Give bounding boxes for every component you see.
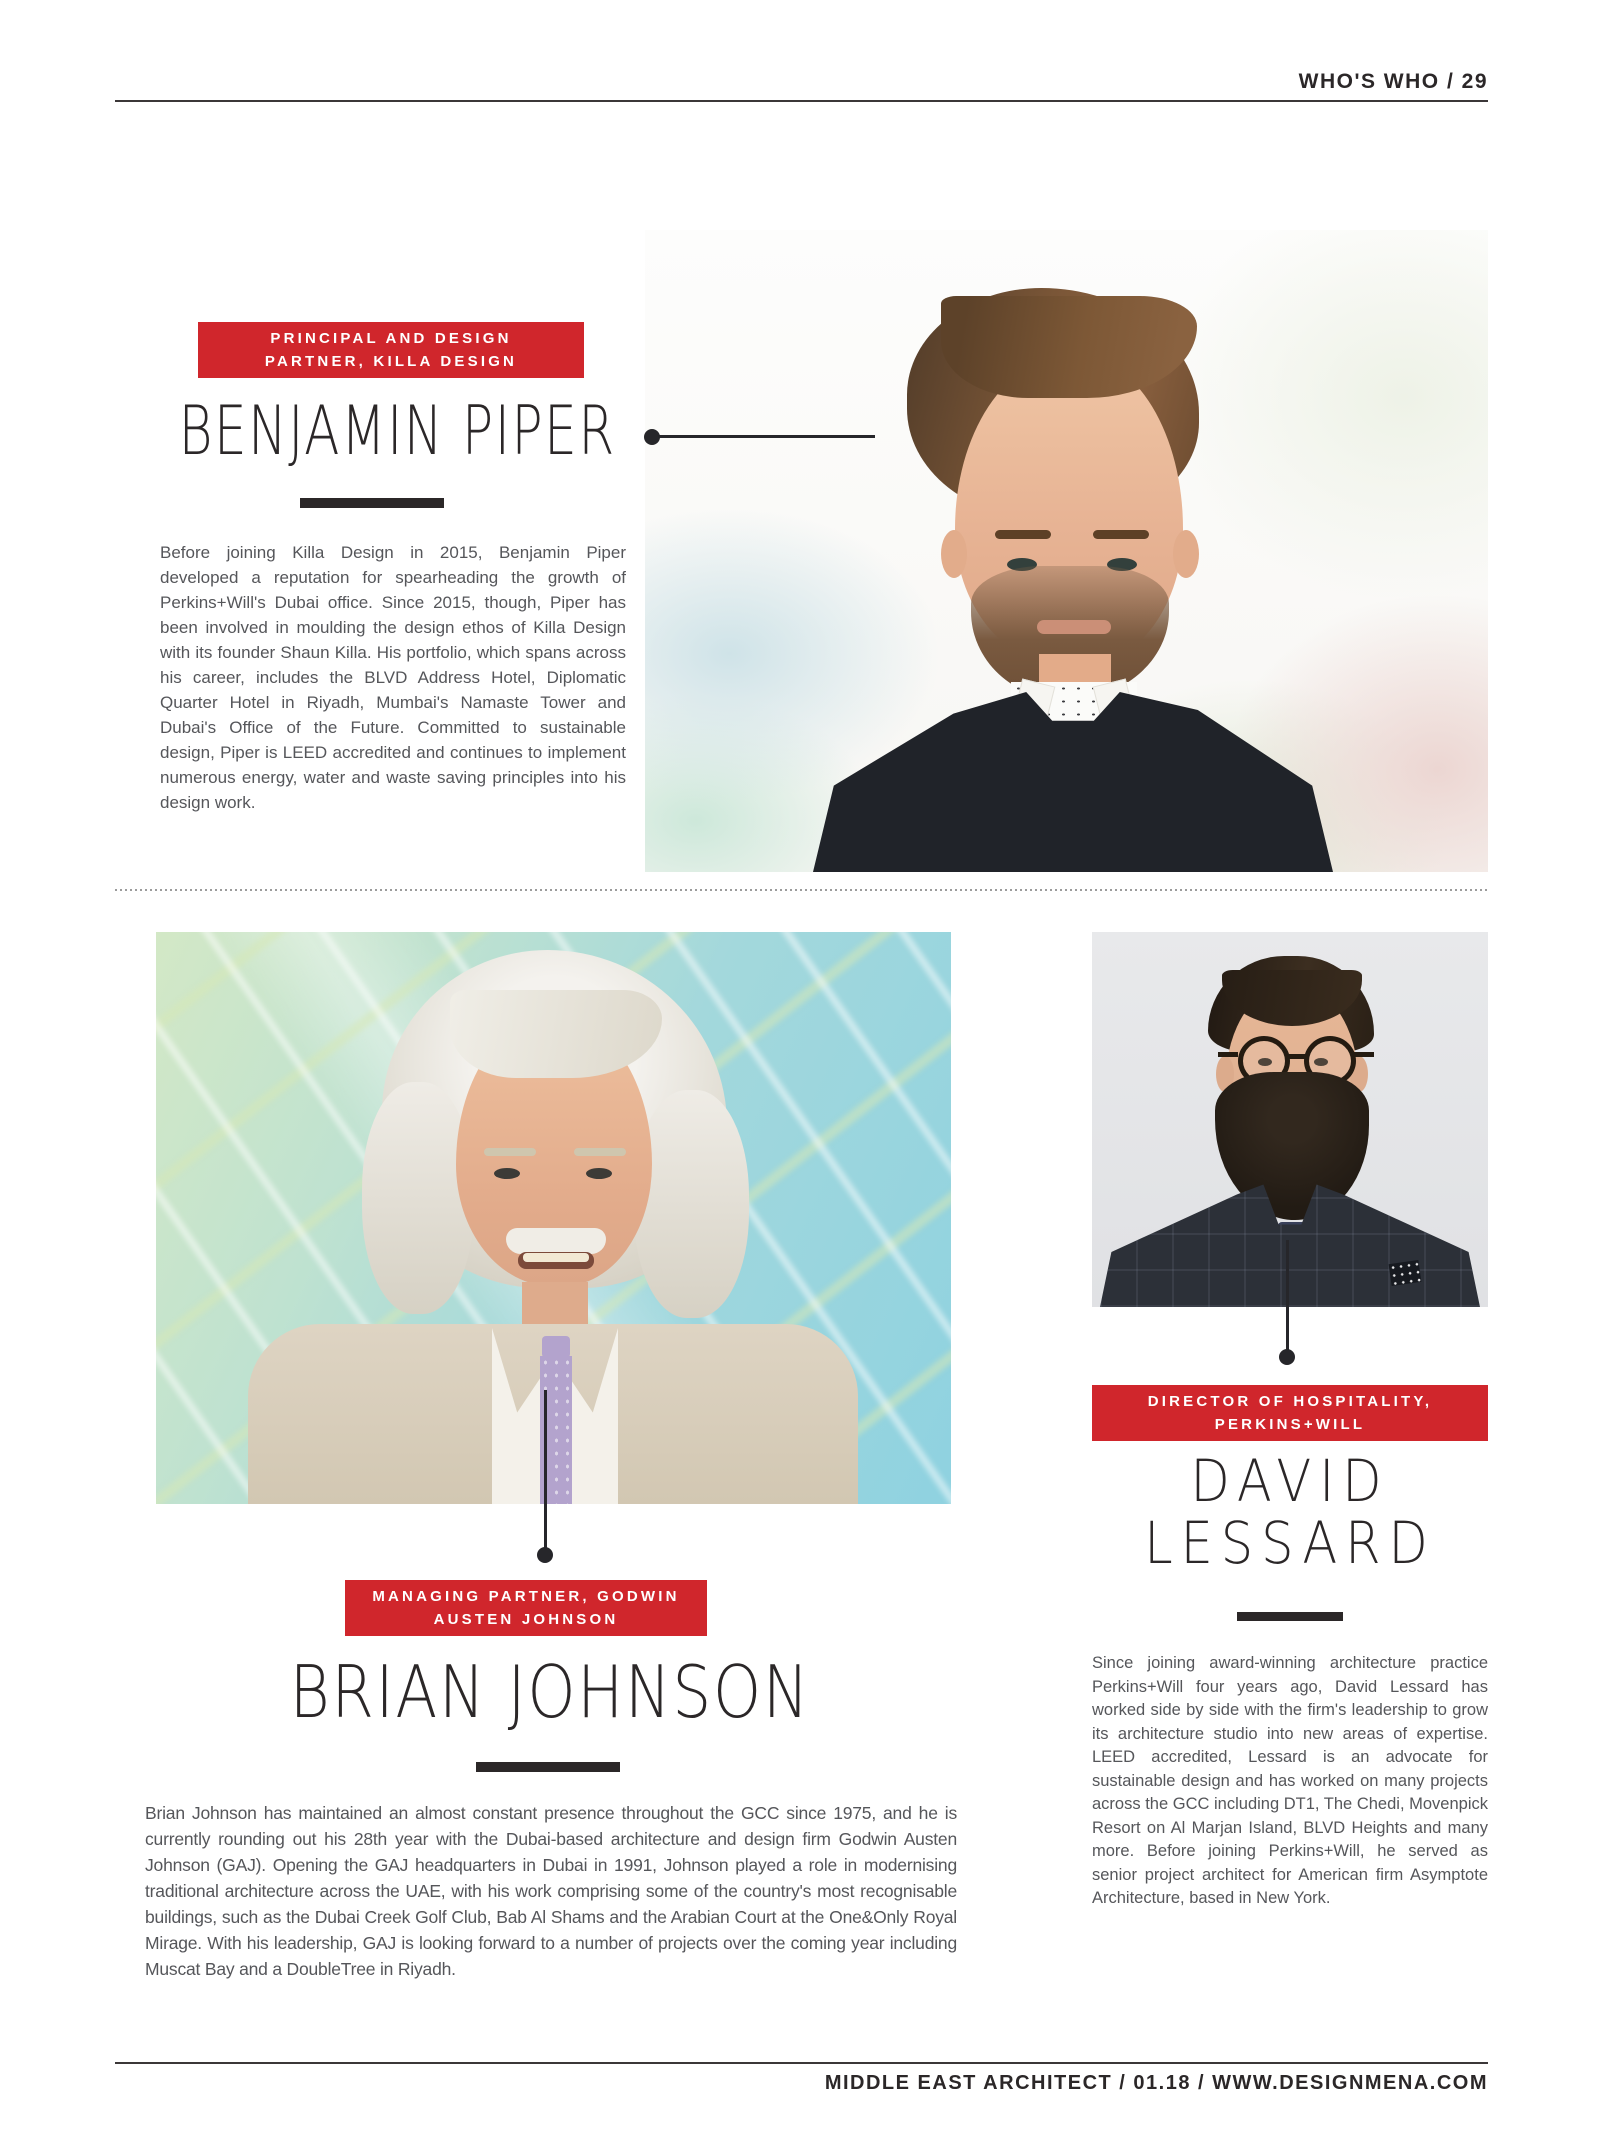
bio-text-lessard: Since joining award-winning architecture practice Perkins+Will four years ago, David Lessard has worked side by side with the firm's leadership to grow its architecture studio into new areas of expertise. LEED accredited, Lessard is an advocate for sustainable design and has worked on many projects across the GCC including DT1, The Chedi, Movenpick Resort on Al Marjan Island, BLVD Heights and many more. Before joining Perkins+Will, he served as senior project architect for American firm Asymptote Architecture, based in New York. [1092,1654,1488,1907]
page-footer-label: MIDDLE EAST ARCHITECT / 01.18 / WWW.DESIGNMENA.COM [824,2072,1488,2094]
photo-david-lessard [1092,932,1488,1307]
page-header-label: WHO'S WHO / 29 [1298,70,1488,93]
profile-name-johnson: BRIAN JOHNSON [289,1650,811,1734]
role-badge-line1: MANAGING PARTNER, GODWIN [372,1588,680,1605]
profile-name-lessard: DAVID LESSARD [1144,1447,1436,1577]
connector-line-piper [655,435,875,438]
photo-brian-johnson [156,932,951,1504]
lessard-glasses-bridge [1289,1054,1305,1059]
connector-dot-johnson [537,1547,553,1563]
section-divider [115,889,1488,891]
bio-text-piper: Before joining Killa Design in 2015, Benjamin Piper developed a reputation for spearheading the growth of Perkins+Will's Dubai office. Since 2015, though, Piper has been involved in moulding the design ethos of Killa Design with its founder Shaun Killa. His portfolio, which spans across his career, includes the BLVD Address Hotel, Diplomatic Quarter Hotel in Riyadh, Mumbai's Namaste Tower and Dubai's Office of the Future. Committed to sustainable design, Piper is LEED accredited and continues to implement numerous energy, water and waste saving principles into his design work. [160,543,626,812]
role-badge-line1: DIRECTOR OF HOSPITALITY, [1147,1393,1433,1410]
connector-dot-lessard [1279,1349,1295,1365]
header-rule [115,100,1488,102]
role-badge-lessard [1092,1385,1488,1441]
johnson-mustache [506,1228,606,1254]
lessard-pocket-square [1389,1260,1422,1286]
connector-line-johnson [544,1390,547,1550]
photo-benjamin-piper [645,230,1488,872]
role-badge-piper [198,322,584,378]
role-badge-line2: PARTNER, KILLA DESIGN [264,353,518,370]
johnson-eye-left [494,1168,520,1179]
profile-name-piper: BENJAMIN PIPER [178,392,616,471]
piper-ear-right [1173,530,1199,578]
role-badge-johnson [345,1580,707,1636]
lessard-glasses-arm-left [1218,1052,1238,1057]
connector-line-lessard [1286,1240,1289,1352]
johnson-tie-knot [542,1336,570,1358]
footer-rule [115,2062,1488,2064]
role-badge-line1: PRINCIPAL AND DESIGN [270,330,512,347]
johnson-eye-right [586,1168,612,1179]
johnson-eyebrow-right [574,1148,626,1156]
lessard-glasses-arm-right [1354,1052,1374,1057]
johnson-teeth [523,1253,589,1262]
piper-mouth [1037,620,1111,634]
johnson-eyebrow-left [484,1148,536,1156]
piper-eyebrow-left [995,530,1051,539]
name-underline-johnson [476,1762,620,1772]
name-underline-lessard [1237,1612,1343,1621]
bio-text-johnson: Brian Johnson has maintained an almost constant presence throughout the GCC since 1975, and he is currently rounding out his 28th year with the Dubai-based architecture and design firm Godwin Austen Johnson (GAJ). Opening the GAJ headquarters in Dubai in 1991, Johnson played a role in modernising traditional architecture across the UAE, with his work comprising some of the country's most recognisable buildings, such as the Dubai Creek Golf Club, Bab Al Shams and the Arabian Court at the One&Only Royal Mirage. With his leadership, GAJ is looking forward to a number of projects over the coming year including Muscat Bay and a DoubleTree in Riyadh. [145,1803,957,1979]
piper-ear-left [941,530,967,578]
johnson-hair-lock-right [634,1090,749,1318]
role-badge-line2: PERKINS+WILL [1214,1416,1366,1433]
johnson-hair-lock-left [362,1082,474,1314]
piper-eyebrow-right [1093,530,1149,539]
name-underline-piper [300,498,444,508]
role-badge-line2: AUSTEN JOHNSON [433,1611,619,1628]
